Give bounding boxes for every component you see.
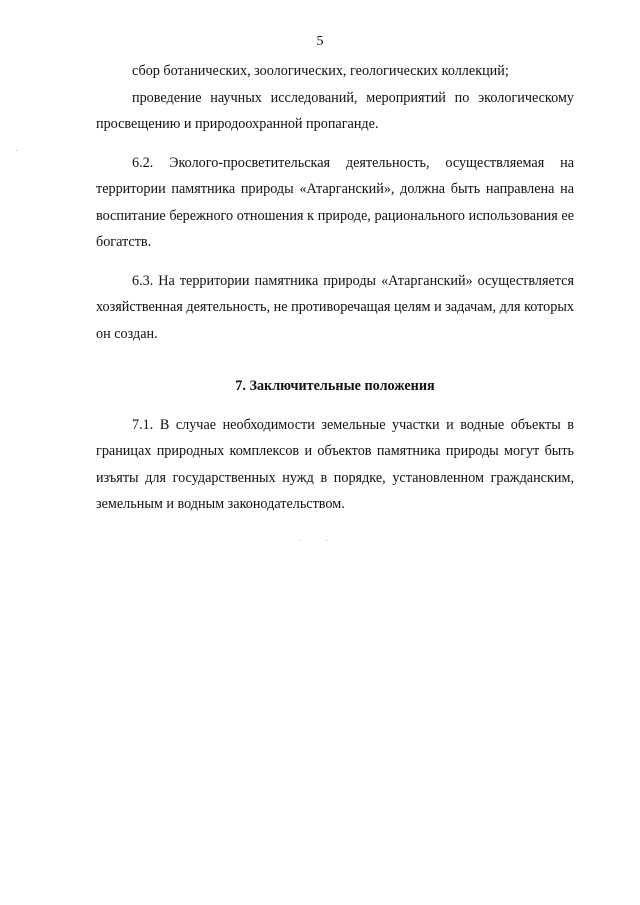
paragraph-6-3: 6.3. На территории памятника природы «Атарганский» осуществляется хозяйственная деятельность, не противоречащая целям и задачам, для которых он создан. (96, 272, 574, 342)
scan-speck (326, 540, 327, 541)
paragraph-7-1: 7.1. В случае необходимости земельные участки и водные объекты в границах природных комплексов и объектов памятника природы могут быть изъяты для государственных нужд в порядке, установленном гражданским, земельным и водным законодательством. (96, 416, 574, 512)
scan-speck (16, 150, 17, 151)
scan-speck (300, 540, 301, 541)
paragraph-6-2: 6.2. Эколого-просветительская деятельность, осуществляемая на территории памятника природы «Атарганский», должна быть направлена на воспитание бережного отношения к природе, рационального использования ее богатств. (96, 154, 574, 250)
page-number: 5 (316, 34, 324, 49)
paragraph-research: проведение научных исследований, мероприятий по экологическому просвещению и природоохранной пропаганде. (96, 89, 574, 132)
paragraph-collections: сбор ботанических, зоологических, геологических коллекций; (132, 63, 509, 79)
section-7-heading: 7. Заключительные положения (235, 378, 435, 394)
document-body (96, 58, 574, 518)
